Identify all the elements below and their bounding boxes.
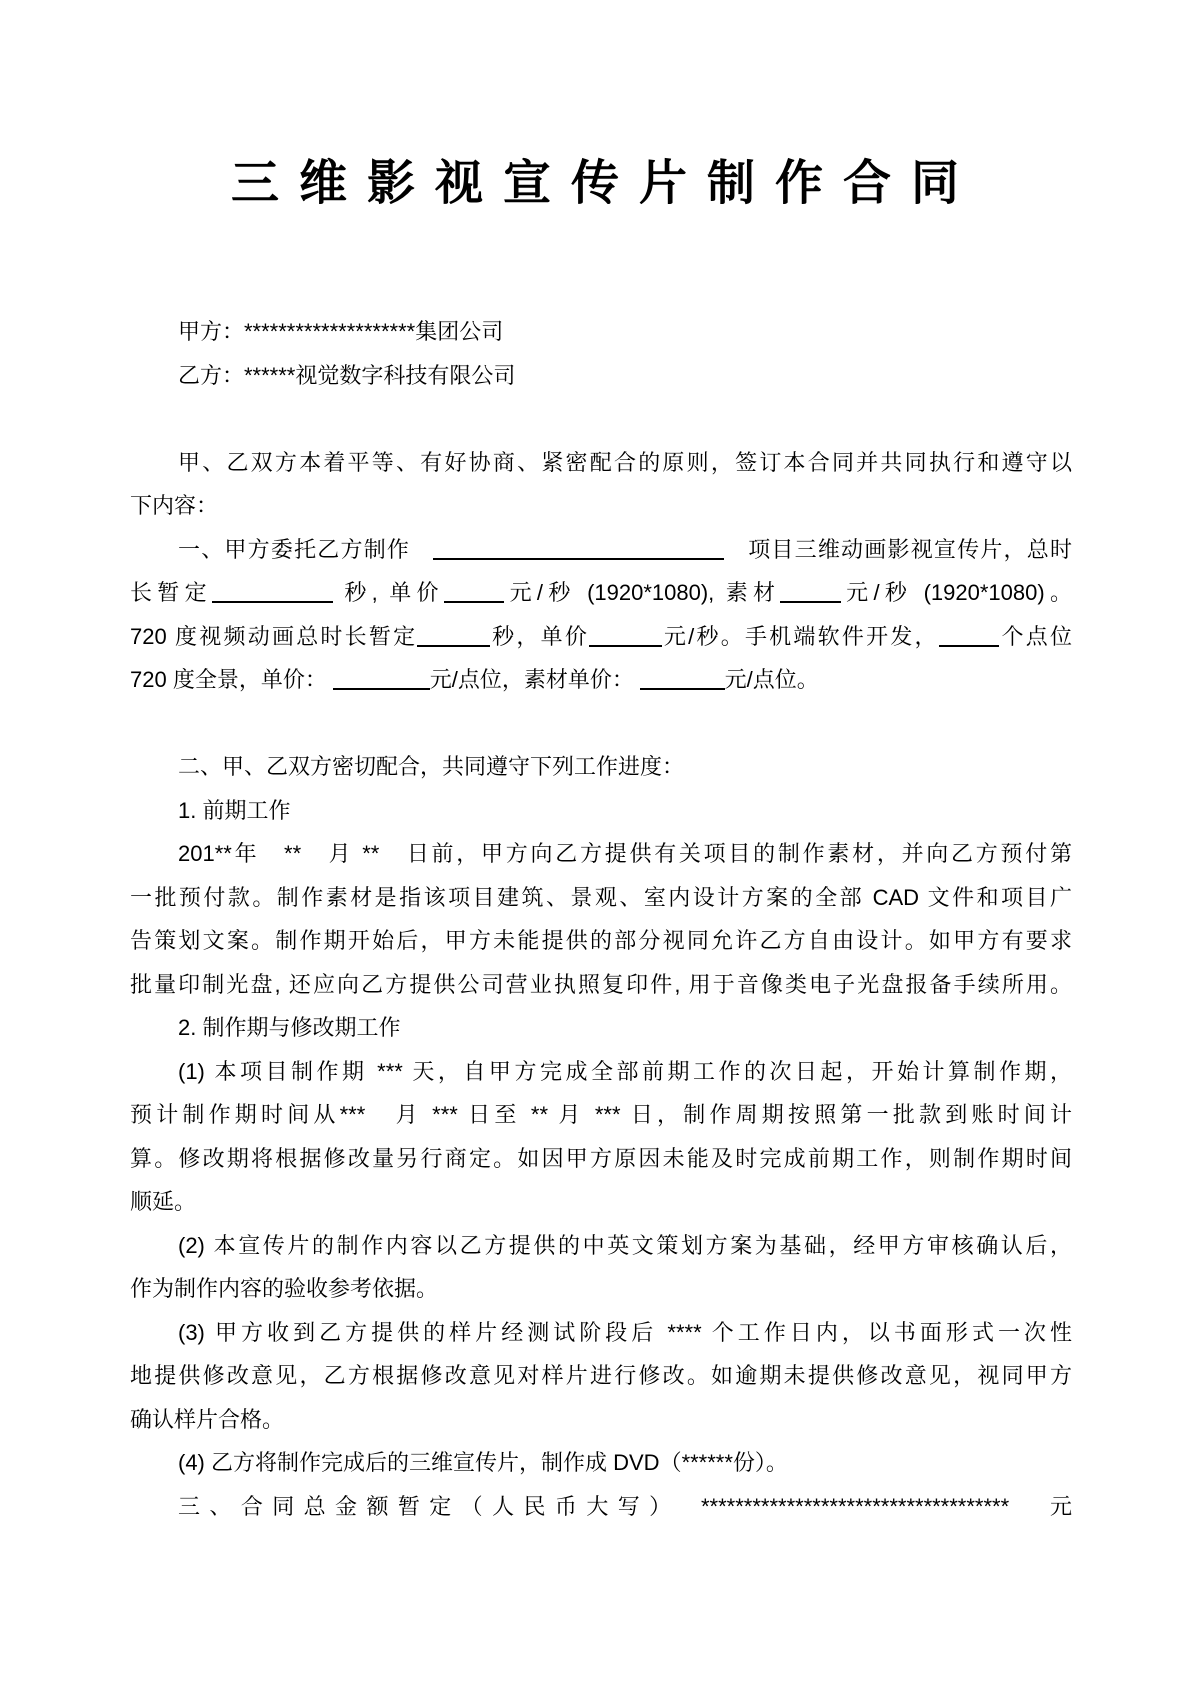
- fill-in-blank-rule: [640, 674, 725, 690]
- doc-line: 算。修改期将根据修改量另行商定。如因甲方原因未能及时完成前期工作，则制作期时间: [130, 1145, 1072, 1171]
- fill-in-blank-rule: [939, 631, 1000, 647]
- fill-in-blank-rule: [212, 587, 333, 603]
- doc-line: 乙方：******视觉数字科技有限公司: [178, 362, 516, 388]
- doc-line: (4) 乙方将制作完成后的三维宣传片，制作成 DVD（******份）。: [178, 1450, 788, 1475]
- doc-line: 1. 前期工作: [178, 797, 291, 823]
- doc-line: (1) 本项目制作期 *** 天，自甲方完成全部前期工作的次日起，开始计算制作期，: [178, 1058, 1072, 1084]
- fill-in-blank-rule: [444, 587, 505, 603]
- blank-line: [130, 397, 1072, 441]
- doc-line: 720 度视频动画总时长暂定 秒，单价 元/秒。手机端软件开发， 个点位: [130, 623, 1072, 649]
- fill-in-blank-rule: [433, 544, 723, 560]
- fill-in-blank-rule: [780, 587, 841, 603]
- doc-line: 预计制作期时间从*** 月 *** 日至 ** 月 *** 日，制作周期按照第一批款到账时间计: [130, 1102, 1072, 1127]
- doc-line: 地提供修改意见，乙方根据修改意见对样片进行修改。如逾期未提供修改意见，视同甲方: [130, 1363, 1072, 1388]
- doc-line: 201**年 ** 月 ** 日前，甲方向乙方提供有关项目的制作素材，并向乙方预付第: [178, 841, 1072, 866]
- document-body: [130, 310, 1072, 1528]
- doc-line: 二、甲、乙双方密切配合，共同遵守下列工作进度：: [178, 754, 685, 779]
- doc-line: 一、甲方委托乙方制作 项目三维动画影视宣传片，总时: [178, 536, 1072, 562]
- fill-in-blank-rule: [417, 631, 490, 647]
- doc-line: (2) 本宣传片的制作内容以乙方提供的中英文策划方案为基础，经甲方审核确认后，: [178, 1232, 1072, 1258]
- doc-line: 一批预付款。制作素材是指该项目建筑、景观、室内设计方案的全部 CAD 文件和项目广: [130, 884, 1072, 910]
- fill-in-blank-rule: [589, 631, 662, 647]
- doc-line: (3) 甲方收到乙方提供的样片经测试阶段后 **** 个工作日内，以书面形式一次性: [178, 1319, 1072, 1345]
- doc-line: 顺延。: [130, 1189, 197, 1214]
- document-title: 三维影视宣传片制作合同: [230, 157, 979, 210]
- doc-line: 三、合同总金额暂定（人民币大写） ************************************ 元: [178, 1493, 1072, 1519]
- doc-line: 批量印制光盘, 还应向乙方提供公司营业执照复印件, 用于音像类电子光盘报备手续所用。: [130, 971, 1072, 997]
- doc-line: 作为制作内容的验收参考依据。: [130, 1276, 439, 1301]
- doc-line: 下内容：: [130, 493, 219, 518]
- doc-line: 长暂定 秒, 单价 元/秒 (1920*1080), 素材 元/秒 (1920*1080)。: [130, 580, 1072, 605]
- doc-line: 720 度全景，单价： 元/点位，素材单价： 元/点位。: [130, 667, 819, 692]
- doc-line: 2. 制作期与修改期工作: [178, 1015, 401, 1040]
- fill-in-blank-rule: [333, 674, 430, 690]
- doc-line: 甲、乙双方本着平等、有好协商、紧密配合的原则，签订本合同并共同执行和遵守以: [178, 449, 1072, 475]
- doc-line: 确认样片合格。: [130, 1406, 285, 1432]
- doc-line: 甲方：********************集团公司: [178, 319, 504, 344]
- doc-line: 告策划文案。制作期开始后，甲方未能提供的部分视同允许乙方自由设计。如甲方有要求: [130, 928, 1072, 953]
- blank-line: [130, 702, 1072, 746]
